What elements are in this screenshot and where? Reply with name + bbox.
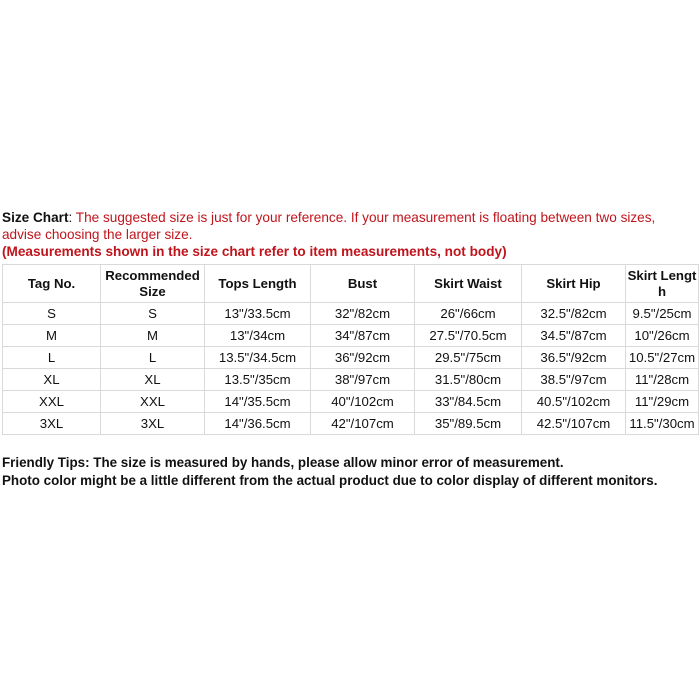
size-advice-text: The suggested size is just for your reference. If your measurement is floating between two sizes, advise choosing the larger size. <box>2 210 656 242</box>
table-cell: 27.5"/70.5cm <box>415 325 522 347</box>
table-cell: 13"/33.5cm <box>205 303 311 325</box>
table-cell: XXL <box>101 391 205 413</box>
table-cell: L <box>3 347 101 369</box>
table-cell: XXL <box>3 391 101 413</box>
header-row <box>3 265 699 303</box>
table-row <box>3 391 699 413</box>
table-cell: 11"/29cm <box>626 391 699 413</box>
table-cell: 9.5"/25cm <box>626 303 699 325</box>
size-table-body <box>3 303 699 435</box>
table-cell: S <box>3 303 101 325</box>
table-cell: XL <box>101 369 205 391</box>
table-cell: M <box>3 325 101 347</box>
size-table <box>2 264 699 435</box>
table-cell: 38.5"/97cm <box>522 369 626 391</box>
table-row <box>3 303 699 325</box>
table-cell: 11"/28cm <box>626 369 699 391</box>
table-cell: S <box>101 303 205 325</box>
table-cell: 34.5"/87cm <box>522 325 626 347</box>
header-tops-length: Tops Length <box>205 265 311 303</box>
table-cell: 35"/89.5cm <box>415 413 522 435</box>
table-cell: 40.5"/102cm <box>522 391 626 413</box>
table-cell: 13.5"/34.5cm <box>205 347 311 369</box>
table-cell: 3XL <box>101 413 205 435</box>
header-tag-no: Tag No. <box>3 265 101 303</box>
table-row <box>3 369 699 391</box>
table-cell: 38"/97cm <box>311 369 415 391</box>
table-cell: 36.5"/92cm <box>522 347 626 369</box>
table-row <box>3 347 699 369</box>
table-row <box>3 325 699 347</box>
table-cell: 42.5"/107cm <box>522 413 626 435</box>
header-bust: Bust <box>311 265 415 303</box>
table-cell: 42"/107cm <box>311 413 415 435</box>
table-cell: 26"/66cm <box>415 303 522 325</box>
table-cell: 40"/102cm <box>311 391 415 413</box>
header-skirt-hip: Skirt Hip <box>522 265 626 303</box>
measurement-note: (Measurements shown in the size chart refer to item measurements, not body) <box>2 244 507 259</box>
table-cell: 31.5"/80cm <box>415 369 522 391</box>
size-chart-label: Size Chart <box>2 210 69 225</box>
table-cell: 33"/84.5cm <box>415 391 522 413</box>
table-cell: 34"/87cm <box>311 325 415 347</box>
size-chart-intro <box>2 209 696 260</box>
table-cell: 3XL <box>3 413 101 435</box>
table-cell: 10"/26cm <box>626 325 699 347</box>
tips-line-2: Photo color might be a little different from the actual product due to color display of different monitors. <box>2 473 658 488</box>
table-cell: 32.5"/82cm <box>522 303 626 325</box>
label-separator: : <box>68 210 76 225</box>
table-cell: 13"/34cm <box>205 325 311 347</box>
size-table-header <box>3 265 699 303</box>
table-cell: 14"/36.5cm <box>205 413 311 435</box>
friendly-tips <box>2 454 698 490</box>
table-cell: 11.5"/30cm <box>626 413 699 435</box>
table-cell: XL <box>3 369 101 391</box>
table-cell: 14"/35.5cm <box>205 391 311 413</box>
table-cell: 36"/92cm <box>311 347 415 369</box>
table-cell: 13.5"/35cm <box>205 369 311 391</box>
header-recommended-size: Recommended Size <box>101 265 205 303</box>
table-row <box>3 413 699 435</box>
table-cell: L <box>101 347 205 369</box>
header-skirt-waist: Skirt Waist <box>415 265 522 303</box>
table-cell: 29.5"/75cm <box>415 347 522 369</box>
tips-line-1: Friendly Tips: The size is measured by hands, please allow minor error of measurement. <box>2 455 564 470</box>
table-cell: M <box>101 325 205 347</box>
header-skirt-length: Skirt Length <box>626 265 699 303</box>
table-cell: 32"/82cm <box>311 303 415 325</box>
table-cell: 10.5"/27cm <box>626 347 699 369</box>
